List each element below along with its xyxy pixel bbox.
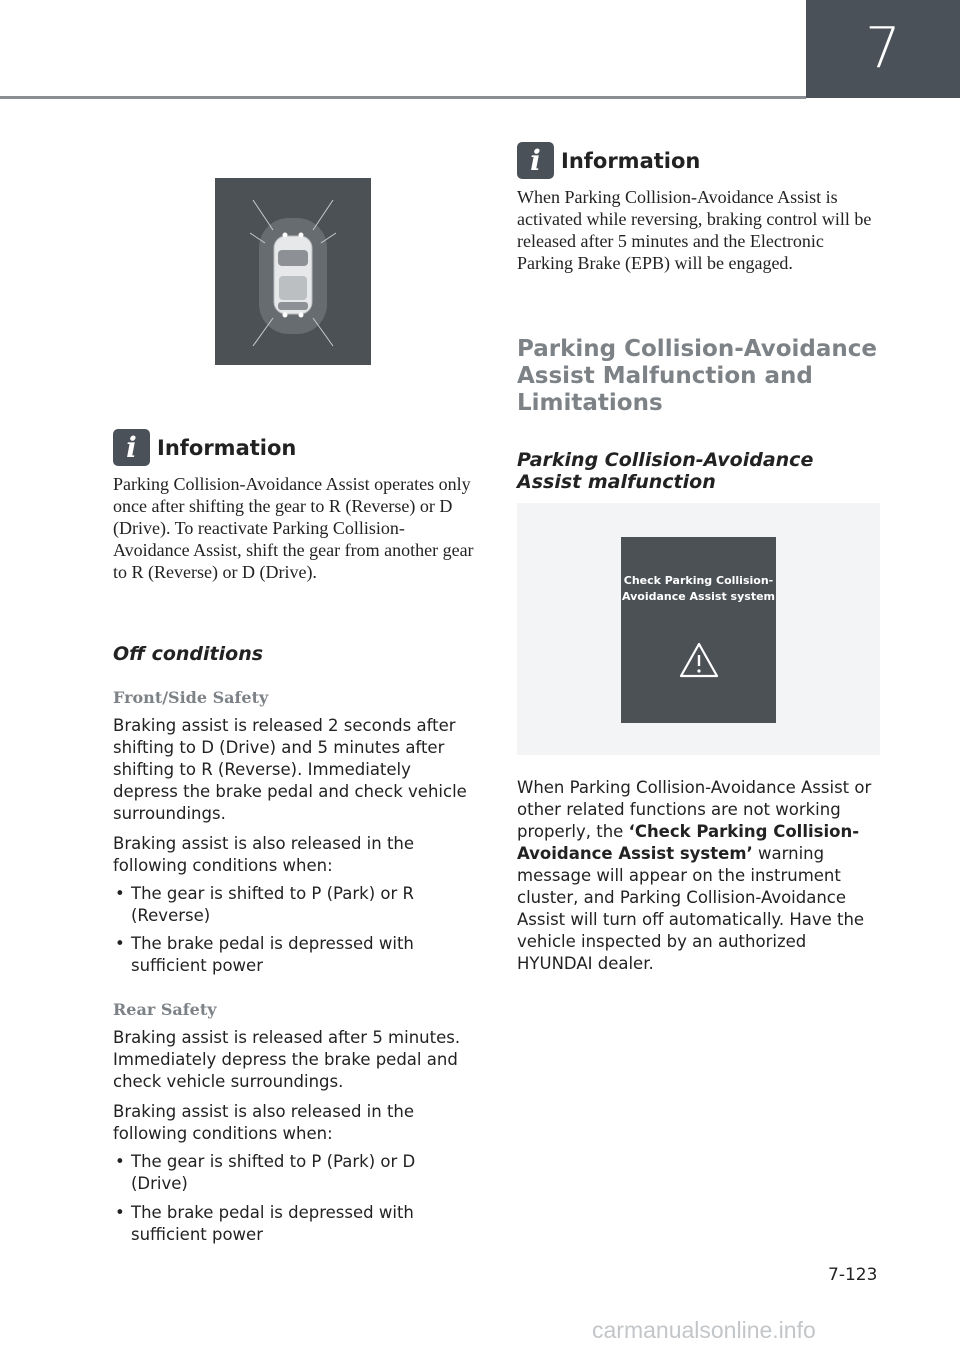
front-paragraph-1: Braking assist is released 2 seconds after shifting to D (Drive) and 5 minutes after shifting to R (Reverse). Immediately depress the brake pedal and check vehicle surroundings.	[113, 716, 467, 823]
left-information-header	[113, 429, 296, 466]
information-title: Information	[157, 435, 297, 460]
rear-bullet-2: • The brake pedal is depressed with sufficient power	[113, 1202, 471, 1246]
left-information-body: Parking Collision-Avoidance Assist operates only once after shifting the gear to R (Reverse) or D (Drive). To reactivate Parking Collision-Avoidance Assist, shift the gear from another gear to R (Reverse) or D (Drive).	[113, 474, 474, 582]
malfunction-paragraph	[517, 777, 882, 975]
malfunction-text-bold: ‘Check Parking Collision-Avoidance Assist system’	[517, 822, 860, 863]
chapter-tab: 7	[806, 0, 960, 98]
malfunction-text-after: warning message will appear on the instrument cluster, and Parking Collision-Avoidance Assist will turn off automatically. Have the vehicle inspected by an authorized HYUNDAI dealer.	[517, 844, 865, 973]
warning-message-figure	[517, 503, 880, 755]
front-side-safety-subheading: Front/Side Safety	[113, 688, 269, 707]
header-rule	[0, 96, 806, 99]
malfunction-text-before: When Parking Collision-Avoidance Assist or other related functions are not working properly, the	[517, 778, 872, 841]
watermark: carmanualsonline.info	[592, 1317, 816, 1343]
front-bullet-1: • The gear is shifted to P (Park) or R (Reverse)	[113, 883, 471, 927]
malfunction-heading: Parking Collision-Avoidance Assist malfunction	[517, 449, 814, 493]
warning-line-2: Avoidance Assist system	[621, 590, 776, 603]
rear-bullet-1: • The gear is shifted to P (Park) or D (Drive)	[113, 1151, 471, 1195]
warning-message-text	[621, 573, 776, 605]
page-number: 7-123	[828, 1265, 878, 1285]
rear-safety-subheading: Rear Safety	[113, 1000, 217, 1019]
information-icon: i	[517, 142, 554, 179]
information-title: Information	[561, 148, 701, 173]
off-conditions-heading: Off conditions	[113, 643, 264, 665]
right-information-header	[517, 142, 700, 179]
warning-line-1: Check Parking Collision-	[623, 574, 774, 587]
cluster-display	[621, 537, 776, 723]
rear-paragraph-2: Braking assist is also released in the following conditions when:	[113, 1102, 415, 1143]
section-title: Parking Collision-Avoidance Assist Malfunction and Limitations	[517, 336, 878, 416]
rear-paragraph-1: Braking assist is released after 5 minutes. Immediately depress the brake pedal and check vehicle surroundings.	[113, 1028, 461, 1091]
car-top-view-illustration	[215, 178, 371, 365]
front-bullet-2: • The brake pedal is depressed with sufficient power	[113, 933, 471, 977]
front-paragraph-2: Braking assist is also released in the following conditions when:	[113, 834, 415, 875]
right-information-body: When Parking Collision-Avoidance Assist is activated while reversing, braking control will be released after 5 minutes and the Electronic Parking Brake (EPB) will be engaged.	[517, 187, 872, 273]
parking-sensor-figure	[215, 178, 371, 365]
information-icon: i	[113, 429, 150, 466]
warning-triangle-icon	[678, 641, 720, 679]
